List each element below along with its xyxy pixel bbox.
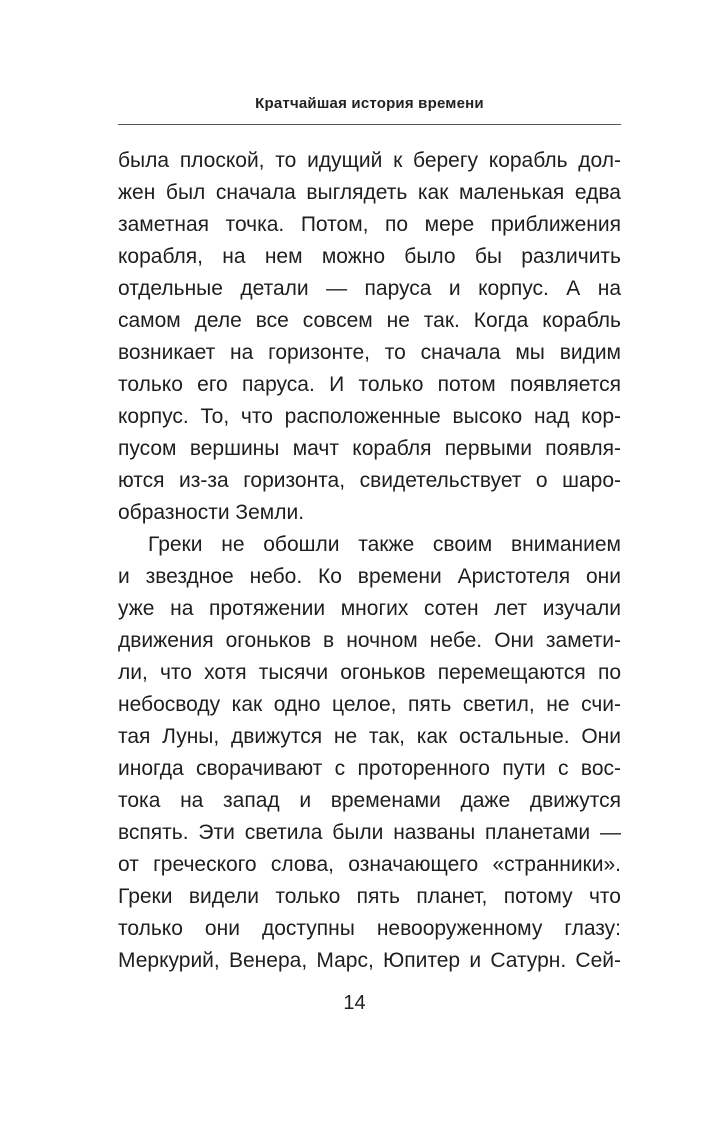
text-line: иногда сворачивают с проторенного пути с вос- <box>118 757 621 780</box>
text-line: только они доступны невооруженному глазу: <box>118 917 621 940</box>
text-line: Греки видели только пять планет, потому что <box>118 885 621 908</box>
body-text <box>118 145 621 977</box>
text-line: образности Земли. <box>118 501 305 524</box>
text-line: отдельные детали — паруса и корпус. А на <box>118 277 621 300</box>
text-line: тая Луны, движутся не так, как остальные. Они <box>118 725 621 748</box>
text-line: заметная точка. Потом, по мере приближения <box>118 213 621 236</box>
text-line: самом деле все совсем не так. Когда корабль <box>118 309 621 332</box>
text-line: ли, что хотя тысячи огоньков перемещаются по <box>118 661 621 684</box>
text-line: пусом вершины мачт корабля первыми появля- <box>118 437 621 460</box>
text-line: Греки не обошли также своим вниманием <box>148 533 621 556</box>
text-line: тока на запад и временами даже движутся <box>118 789 621 812</box>
text-line: возникает на горизонте, то сначала мы видим <box>118 341 621 364</box>
running-head: Кратчайшая история времени <box>255 95 484 112</box>
text-line: движения огоньков в ночном небе. Они замети- <box>118 629 621 652</box>
text-line: корабля, на нем можно было бы различить <box>118 245 621 268</box>
text-line: вспять. Эти светила были названы планетами — <box>118 821 621 844</box>
text-line: была плоской, то идущий к берегу корабль дол- <box>118 149 621 172</box>
text-line: только его паруса. И только потом появляется <box>118 373 621 396</box>
text-line: небосводу как одно целое, пять светил, не счи- <box>118 693 621 716</box>
text-line: корпус. То, что расположенные высоко над кор- <box>118 405 621 428</box>
text-line: жен был сначала выглядеть как маленькая едва <box>118 181 621 204</box>
text-line: Меркурий, Венера, Марс, Юпитер и Сатурн. Сей- <box>118 949 621 972</box>
text-line: от греческого слова, означающего «странники». <box>118 853 621 876</box>
page-number: 14 <box>343 992 366 1014</box>
text-line: уже на протяжении многих сотен лет изучали <box>118 597 621 620</box>
text-line: и звездное небо. Ко времени Аристотеля они <box>118 565 621 588</box>
header-rule <box>118 124 621 125</box>
text-line: ются из-за горизонта, свидетельствует о шаро- <box>118 469 621 492</box>
